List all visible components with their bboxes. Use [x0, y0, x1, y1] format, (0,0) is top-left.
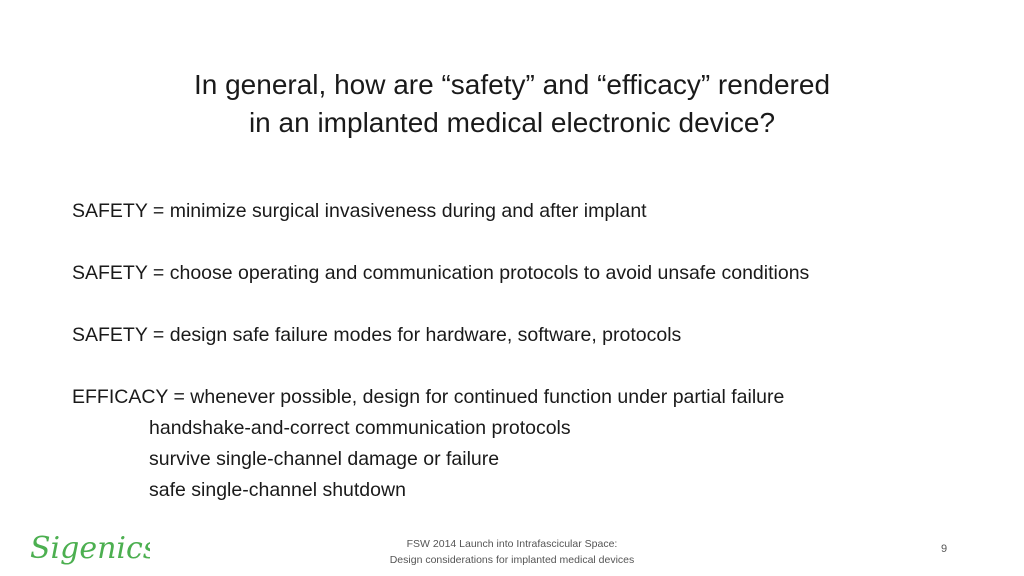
- sub-item-handshake: handshake-and-correct communication protocols: [149, 417, 571, 439]
- footer-line-2: Design considerations for implanted medical devices: [389, 554, 635, 566]
- sigenics-logo-graphic: [30, 528, 150, 568]
- logo-wordmark: Sigenics: [30, 531, 150, 566]
- blank-line: [72, 351, 992, 382]
- sub-item-single-channel-damage: survive single-channel damage or failure: [149, 448, 500, 470]
- page-number: 9: [940, 543, 948, 555]
- slide-body: [72, 196, 992, 506]
- footer-caption: [312, 536, 712, 568]
- blank-line: [72, 227, 992, 258]
- sub-item-single-channel-shutdown: safe single-channel shutdown: [149, 479, 406, 501]
- slide-title-line-1: In general, how are “safety” and “efficacy” rendered: [193, 69, 831, 100]
- body-line-safety-invasiveness: SAFETY = minimize surgical invasiveness during and after implant: [72, 200, 647, 222]
- body-line-safety-protocols: SAFETY = choose operating and communication protocols to avoid unsafe conditions: [72, 262, 810, 284]
- slide-title-line-2: in an implanted medical electronic device?: [248, 107, 776, 138]
- body-line-safety-failure-modes: SAFETY = design safe failure modes for hardware, software, protocols: [72, 324, 682, 346]
- body-line-efficacy: EFFICACY = whenever possible, design for continued function under partial failure: [72, 386, 785, 408]
- slide-title: [0, 66, 1024, 142]
- footer-line-1: FSW 2014 Launch into Intrafascicular Space:: [406, 538, 618, 550]
- blank-line: [72, 289, 992, 320]
- sigenics-logo: [30, 528, 150, 568]
